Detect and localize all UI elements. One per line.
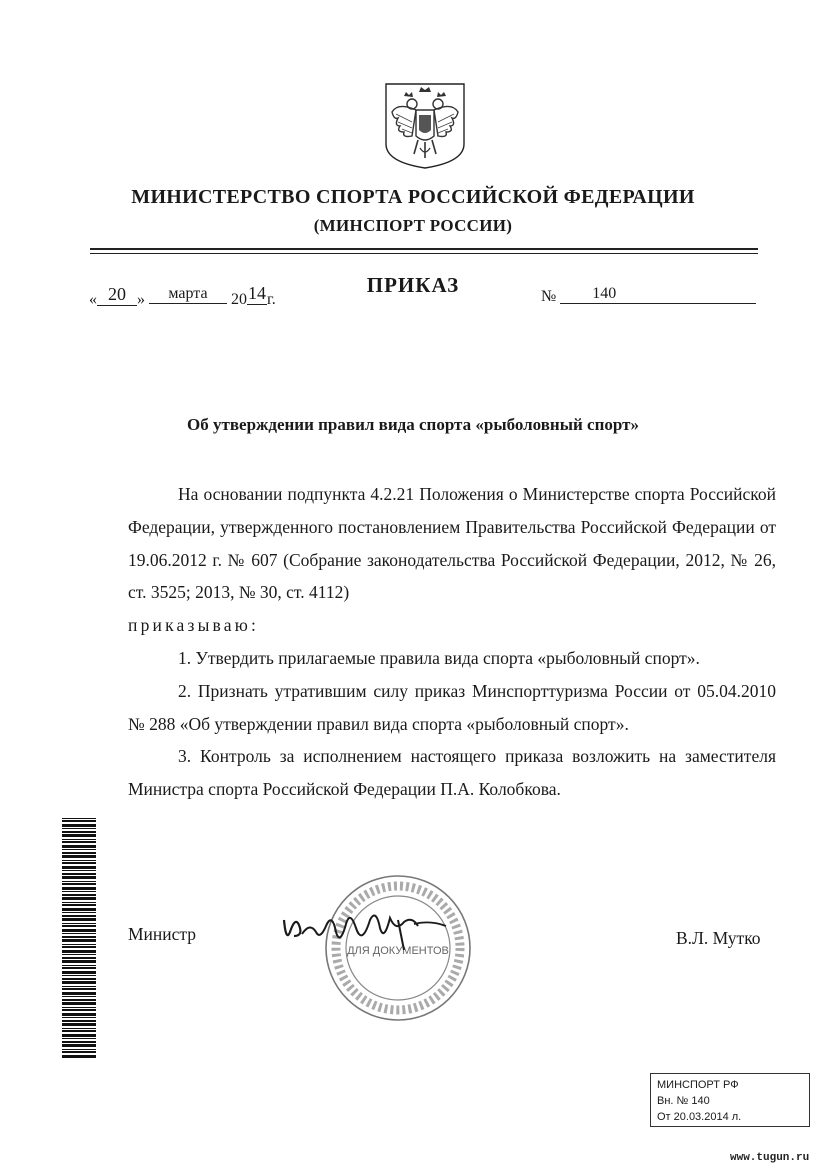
signatory-position: Министр (128, 924, 197, 944)
order-title: ПРИКАЗ (366, 273, 460, 297)
date-month: марта (149, 285, 227, 304)
order-number (541, 285, 756, 307)
stamp-text: ДЛЯ ДОКУМЕНТОВ (347, 945, 449, 957)
order-item-2: 2. Признать утратившим силу приказ Минспорттуризма России от 05.04.2010 № 288 «Об утверждении правил вида спорта «рыболовный спорт». (128, 680, 776, 734)
order-date (89, 283, 276, 310)
coat-of-arms-emblem (384, 82, 466, 170)
barcode (62, 818, 96, 1058)
order-number-value: 140 (560, 285, 756, 304)
order-subject: Об утверждении правил вида спорта «рыболовный спорт» (187, 415, 639, 434)
website-watermark: www.tugun.ru (730, 1152, 810, 1164)
order-item-1: 1. Утвердить прилагаемые правила вида спорта «рыболовный спорт». (178, 647, 700, 668)
ministry-short-name: (МИНСПОРТ РОССИИ) (313, 216, 513, 235)
registration-stamp (650, 1073, 810, 1127)
order-word: приказываю: (128, 615, 260, 636)
order-body (128, 478, 776, 806)
date-year-unit: г. (267, 291, 276, 308)
registration-line-1: МИНСПОРТ РФ (657, 1079, 739, 1091)
order-number-label: № (541, 288, 557, 305)
signatory-name: В.Л. Мутко (676, 928, 761, 948)
header-divider (90, 248, 758, 254)
date-close-quote: » (137, 291, 145, 308)
ministry-name: МИНИСТЕРСТВО СПОРТА РОССИЙСКОЙ ФЕДЕРАЦИИ (131, 186, 695, 208)
date-open-quote: « (89, 291, 97, 308)
registration-line-3: От 20.03.2014 л. (657, 1111, 742, 1123)
date-year-prefix: 20 (231, 291, 247, 308)
preamble-paragraph: На основании подпункта 4.2.21 Положения о Министерстве спорта Российской Федерации, утвержденного постановлением Правительства Российской Федерации от 19.06.2012 г. № 607 (Собрание законодательства Российской Федерации, 2012, № 26, ст. 3525; 2013, № 30, ст. 4112) (128, 484, 776, 603)
registration-line-2: Вн. № 140 (657, 1095, 710, 1107)
order-item-3: 3. Контроль за исполнением настоящего приказа возложить на заместителя Министра спорта Российской Федерации П.А. Колобкова. (128, 746, 776, 800)
date-day: 20 (97, 284, 137, 306)
handwritten-signature (280, 902, 450, 954)
date-year-suffix: 14 (248, 283, 266, 303)
